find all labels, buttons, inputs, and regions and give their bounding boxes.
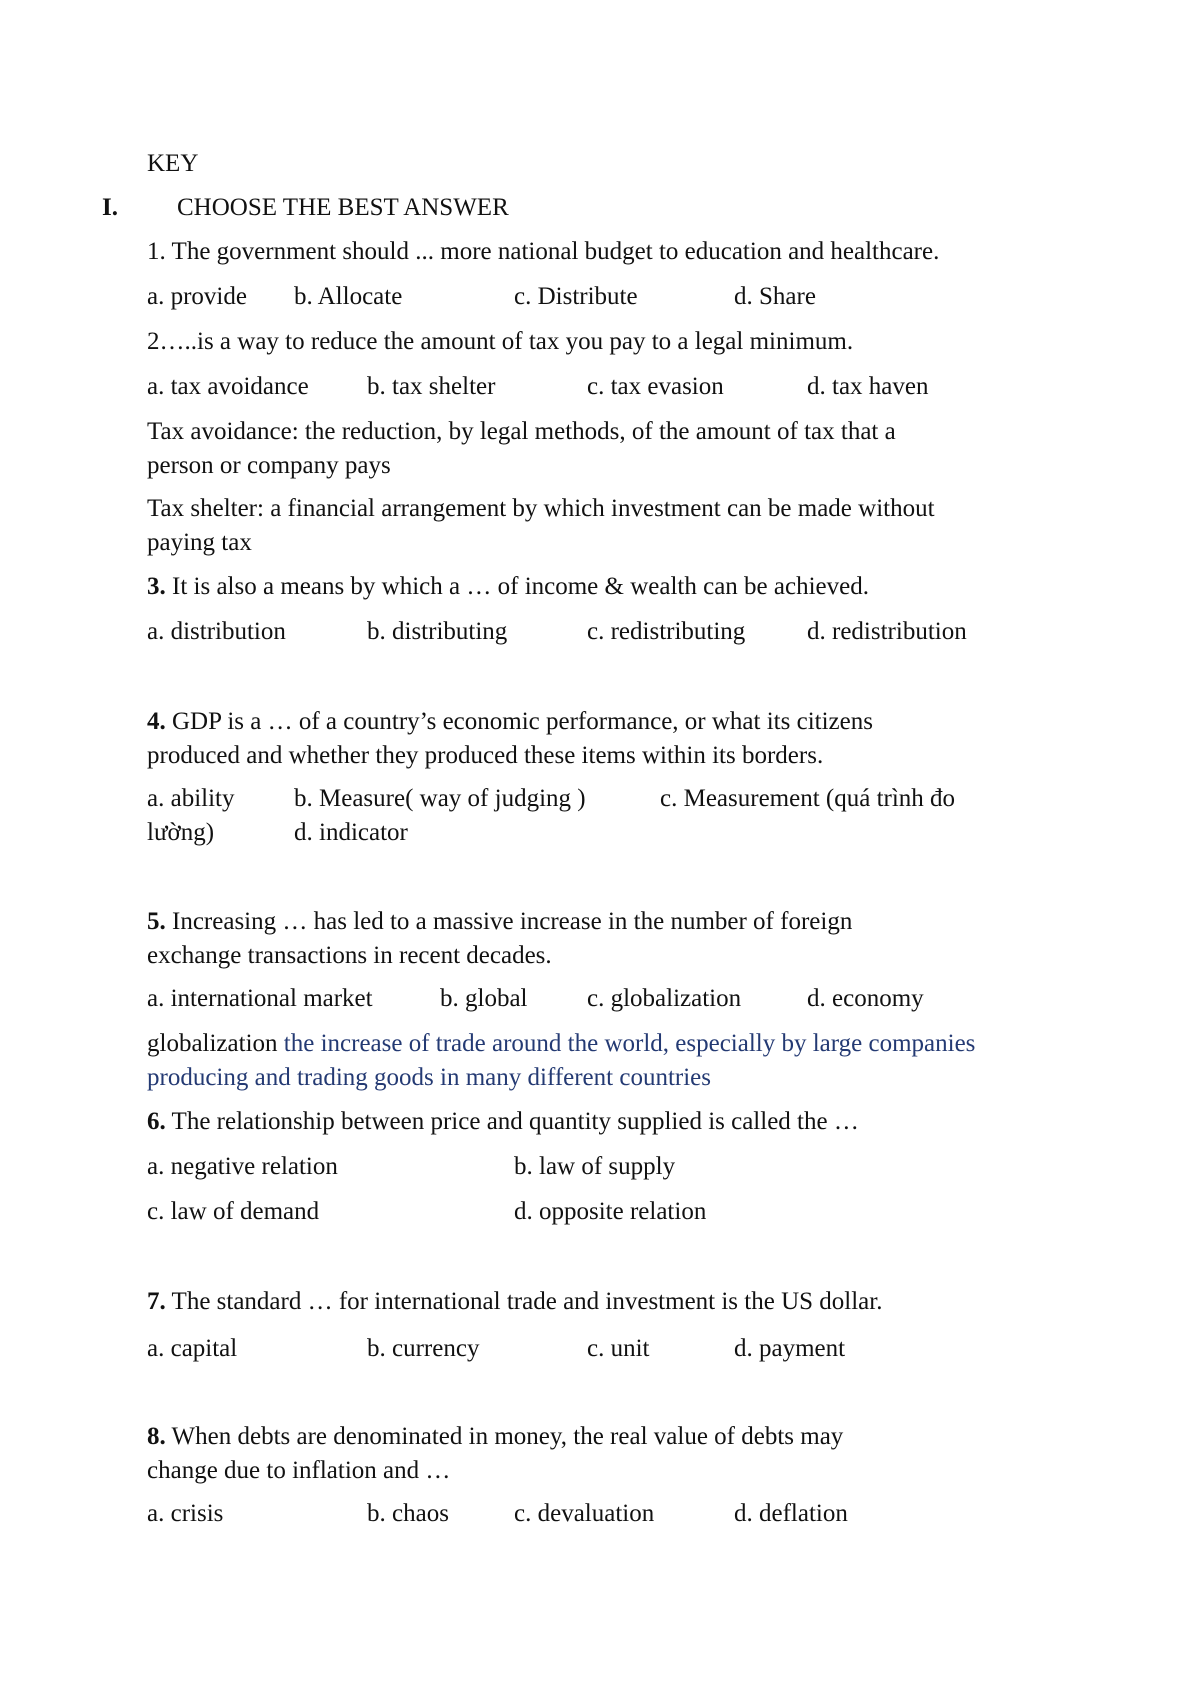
option-d: d. opposite relation [514,1198,707,1225]
question-line: exchange transactions in recent decades. [147,942,552,969]
question-6 [147,1105,859,1139]
option-c: c. law of demand [147,1198,320,1225]
question-text: GDP is a … of a country’s economic performance, or what its citizens [165,708,873,735]
option-d: d. deflation [734,1500,848,1527]
question-5 [147,905,1072,973]
question-line [147,705,1072,739]
question-1 [147,235,939,269]
definition-term: globalization [147,1030,278,1057]
question-text: It is also a means by which a … of income & wealth can be achieved. [165,573,869,600]
option-a: a. negative relation [147,1153,338,1180]
option-b: b. chaos [367,1500,449,1527]
section-title: CHOOSE THE BEST ANSWER [177,194,509,221]
question-number: 1. [147,238,166,265]
option-b: b. tax shelter [367,373,496,400]
question-2 [147,325,853,359]
option-c: c. devaluation [514,1500,655,1527]
question-text: …..is a way to reduce the amount of tax you pay to a legal minimum. [159,328,854,355]
question-text: The standard … for international trade and investment is the US dollar. [165,1288,883,1315]
option-c: c. tax evasion [587,373,724,400]
note-tax-shelter [147,492,1072,560]
note-line: person or company pays [147,452,391,479]
option-d: d. tax haven [807,373,929,400]
option-b: b. law of supply [514,1153,676,1180]
option-c: c. globalization [587,985,742,1012]
option-a: a. tax avoidance [147,373,309,400]
option-b: b. Measure( way of judging ) [294,785,586,812]
question-line: produced and whether they produced these items within its borders. [147,742,824,769]
question-7 [147,1285,882,1319]
option-c-continued: lường) [147,819,215,846]
question-3 [147,570,869,604]
question-number: 6. [147,1108,166,1135]
option-d: d. Share [734,283,816,310]
question-number: 2 [147,328,160,355]
note-line: paying tax [147,529,252,556]
option-c: c. redistributing [587,618,746,645]
option-b: b. currency [367,1335,480,1362]
question-text: When debts are denominated in money, the real value of debts may [165,1423,844,1450]
option-d: d. redistribution [807,618,967,645]
option-a: a. distribution [147,618,286,645]
option-d: d. payment [734,1335,846,1362]
option-a: a. capital [147,1335,238,1362]
option-a: a. provide [147,283,247,310]
option-b: b. global [440,985,528,1012]
question-text: Increasing … has led to a massive increase in the number of foreign [165,908,853,935]
question-number: 7. [147,1288,166,1315]
question-number: 4. [147,708,166,735]
definition-line: producing and trading goods in many different countries [147,1064,711,1091]
option-c: c. Measurement (quá trình đo [660,785,956,812]
key-label: KEY [147,150,199,177]
question-line [147,905,1072,939]
question-number: 5. [147,908,166,935]
definition-line [147,1027,1072,1061]
question-number: 8. [147,1423,166,1450]
option-a: a. crisis [147,1500,224,1527]
option-c: c. unit [587,1335,650,1362]
question-4 [147,705,1072,773]
question-8 [147,1420,1072,1488]
question-line: change due to inflation and … [147,1457,451,1484]
question-text: The government should ... more national budget to education and healthcare. [165,238,940,265]
note-line: Tax avoidance: the reduction, by legal methods, of the amount of tax that a [147,418,896,445]
option-d: d. indicator [294,819,408,846]
option-b: b. Allocate [294,283,403,310]
question-number: 3. [147,573,166,600]
option-c: c. Distribute [514,283,638,310]
option-a: a. international market [147,985,373,1012]
note-tax-avoidance [147,415,1072,483]
question-line [147,1420,1072,1454]
note-line: Tax shelter: a financial arrangement by which investment can be made without [147,495,935,522]
question-text: The relationship between price and quantity supplied is called the … [165,1108,859,1135]
option-a: a. ability [147,785,235,812]
option-b: b. distributing [367,618,508,645]
definition-text: the increase of trade around the world, especially by large companies [277,1030,976,1057]
definition-globalization [147,1027,1072,1095]
option-d: d. economy [807,985,924,1012]
section-numeral: I. [102,194,118,221]
